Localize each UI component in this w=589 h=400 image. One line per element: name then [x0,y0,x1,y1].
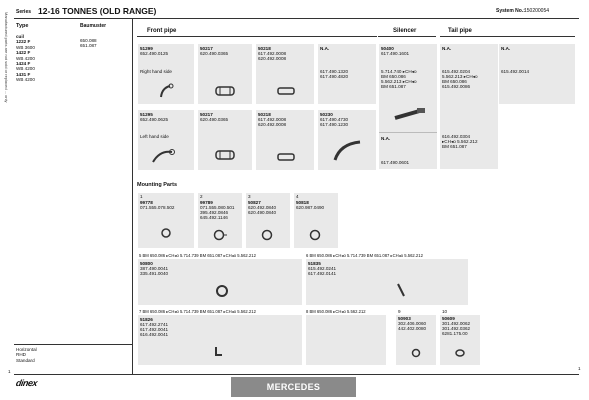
mount-card-50903[interactable] [396,309,436,365]
part-number: 50217 [200,112,213,117]
fitment-line: BM 651.087 [381,84,406,89]
part-ref: 620.490.0840 [248,210,277,215]
part-ref: 645.492.1146 [200,215,228,220]
part-ref: 617.490.0601 [381,160,410,165]
fitment-line: 615.492.0086 [442,84,471,89]
type-name: 1422 F [16,50,31,56]
tail-card-2[interactable] [499,44,575,104]
part-ref: 616.492.0041 [140,332,169,337]
page-number-right: 1 [578,366,581,371]
fitment-line: BM 650.086 [381,74,406,79]
left-footer [16,347,37,363]
series-title: 12-16 TONNES (OLD RANGE) [38,6,157,16]
bent-pipe-icon [158,82,176,100]
clamp-icon [158,227,174,239]
part-ref: 617.492.0141 [308,271,337,276]
part-ref: 442.402.0080 [398,326,427,331]
mount-card-50800[interactable] [138,259,302,305]
silencer-card-50400[interactable] [379,44,437,169]
bent-pipe-icon [150,146,176,166]
mount-row-6-header: 6 BM 650.086 ▸CH◂o 5.714.739 BM 651.087 ▸CH◂o 5.562.212 [306,253,423,258]
bracket-icon [394,281,408,299]
part-ref: 617.492.0008 [258,51,287,56]
left-footer-rule [14,344,132,345]
part-ref: 071.555.080.501 [200,205,235,210]
mounting-heading: Mounting Parts [137,182,178,188]
mount-card-99789[interactable] [198,193,242,248]
fitment-line: 5.562.213 ▸CH◂o [442,74,478,79]
system-label: System No.: [496,8,525,14]
bolt-icon [410,347,422,359]
type-wheelbase: WB 4200 [16,77,35,83]
system-number: 150200054 [524,8,550,14]
tail-underline [440,36,575,37]
baumuster-label: Baumuster [80,23,107,29]
fitment-line: BM 651.087 [442,144,467,149]
baumuster-value: 650.088 [80,38,97,43]
part-card-50217[interactable] [198,44,252,104]
dinex-logo: dinex [15,378,38,388]
clamp-icon [306,229,324,241]
part-number: 99778 [140,200,153,205]
part-number: 51295 [140,112,153,117]
part-ref: 617.492.0008 [258,117,287,122]
mount-index: 10 [442,309,448,314]
part-ref: 652.490.0125 [140,51,169,56]
left-column-divider [132,19,133,374]
mount-index: 2 [200,194,203,199]
part-ref: 620.490.0365 [200,117,229,122]
part-ref: 071.555.078.502 [140,205,175,210]
part-card-50217-b[interactable] [198,110,252,170]
front-pipe-heading: Front pipe [147,28,177,34]
baumuster-value: 651.087 [80,43,97,49]
part-ref: 301.492.0062 [442,321,471,326]
bracket-icon [214,283,230,299]
brand-banner [231,377,356,397]
nut-icon [454,347,466,359]
gasket-icon [276,84,296,98]
part-number: 50800 [140,261,153,266]
tail-card-1[interactable] [440,44,498,169]
part-ref: 302.406.0060 [398,321,427,326]
mount-index: 9 [398,309,401,314]
part-number: 50903 [398,316,411,321]
part-ref: 617.490.1601 [381,51,410,56]
clamp-icon [214,148,236,162]
part-number: 51835 [308,261,321,266]
part-number: 50818 [296,200,309,205]
type-wheelbase: WB 4200 [16,55,35,61]
side-disclaimer: Manufactured parts are not sold or replaced ... only [4,12,9,103]
silencer-divider [379,132,437,133]
part-ref: 617.490.4820 [320,74,349,79]
silencer-underline [378,36,436,37]
gasket-icon [276,150,296,164]
part-ref: 617.490.1320 [320,69,349,74]
clamp-icon [210,229,228,241]
part-ref: 395.492.0846 [200,210,229,215]
mount-card-row8[interactable] [306,315,386,365]
drive-side: RHD [16,352,26,358]
type-name: 1222 F [16,39,31,45]
clamp-icon [214,84,236,98]
part-number: 50827 [248,200,261,205]
mount-index: 1 [140,194,143,199]
fitment-line: 615.492.0204 [442,69,471,74]
part-ref: 387.490.0041 [140,266,169,271]
part-ref: 617.490.4730 [320,117,349,122]
part-ref: 620.492.0008 [258,56,287,61]
part-number: 50217 [200,46,213,51]
part-number: N.A. [501,46,511,51]
type-wheelbase: WB 4200 [16,66,35,72]
baumuster-list [80,38,97,49]
mount-orientation: Horizontal [16,347,37,352]
part-side-label: Right hand side [140,69,172,74]
header-rule [14,18,579,19]
part-ref: 620.987.0490 [296,205,325,210]
clamp-icon [258,229,276,241]
curved-pipe-icon [332,138,364,164]
part-ref: 615.492.0014 [501,69,530,74]
part-number: 51826 [140,317,153,322]
mount-index: 3 [248,194,251,199]
part-ref: 620.492.0008 [258,122,287,127]
mount-row-7-header: 7 BM 650.086 ▸CH◂o 5.714.739 BM 651.087 ▸CH◂o 5.562.212 [139,309,256,314]
silencer-heading: Silencer [393,28,417,34]
mount-row-8-header: 8 BM 650.086 ▸CH◂o 5.562.212 [306,309,366,314]
mount-card-99778[interactable] [138,193,194,248]
fitment-line: 5.562.213 ▸CH◂o [381,79,417,84]
part-side-label: Left hand side [140,134,169,139]
type-name: 1431 F [16,71,31,77]
part-card-51299[interactable] [138,44,194,104]
part-card-51295[interactable] [138,110,194,170]
part-card-front-na-1[interactable] [318,44,376,104]
fitment-line: 616.492.0304 [442,134,471,139]
series-label: Series [16,9,32,15]
fitment-line: BM 650.086 [442,79,467,84]
part-ref: 6281.175.00 [442,331,468,336]
part-number: 51299 [140,46,153,51]
part-card-50218[interactable] [256,44,314,104]
footer-rule [14,374,579,375]
part-ref: 335.491.0040 [140,271,169,276]
part-number: 50218 [258,46,271,51]
part-card-50230[interactable] [318,110,376,170]
part-number: 50400 [381,46,394,51]
part-number: 99789 [200,200,213,205]
mount-index: 4 [296,194,299,199]
front-pipe-underline [137,36,377,37]
part-ref: 617.492.0041 [140,327,169,332]
type-list [16,34,35,83]
mount-card-50609[interactable] [440,309,480,365]
mount-card-51835[interactable] [306,259,468,305]
part-number: N.A. [320,46,330,51]
part-number: 50609 [442,316,455,321]
part-ref: 301.492.0362 [442,326,471,331]
part-number: N.A. [442,46,452,51]
part-number: N.A. [381,136,391,141]
type-wheelbase: WB 3600 [16,44,35,50]
part-ref: 617.492.2741 [140,322,169,327]
type-name: 1424 F [16,61,31,67]
mount-row-5-header: 5 BM 650.086 ▸CH◂o 5.714.739 BM 651.087 ▸CH◂o 5.562.212 [139,253,256,258]
bracket-icon [212,345,226,359]
part-ref: 652.490.0625 [140,117,169,122]
part-ref: 620.490.0365 [200,51,229,56]
part-ref: 617.490.1230 [320,122,349,127]
page-number-left: 1 [8,369,11,374]
tail-pipe-heading: Tail pipe [448,28,472,34]
silencer-icon [393,106,427,122]
mount-card-50818[interactable] [294,193,338,248]
part-card-50218-b[interactable] [256,110,314,170]
fitment-line: ▸CH◂o 5.562.212 [442,139,478,144]
part-number: 50230 [320,112,333,117]
version: Standard [16,357,35,363]
part-ref: 620.492.0840 [248,205,277,210]
part-ref: 615.492.0241 [308,266,337,271]
header [14,6,579,18]
brand-name: MERCEDES [266,382,321,392]
type-label: Type [16,23,29,29]
mount-card-51826[interactable] [138,315,302,365]
fitment-line: 5.714.740 ▸CH◂o [381,69,417,74]
part-number: 50218 [258,112,271,117]
type-name: cuil [16,34,24,39]
mount-card-50827[interactable] [246,193,290,248]
